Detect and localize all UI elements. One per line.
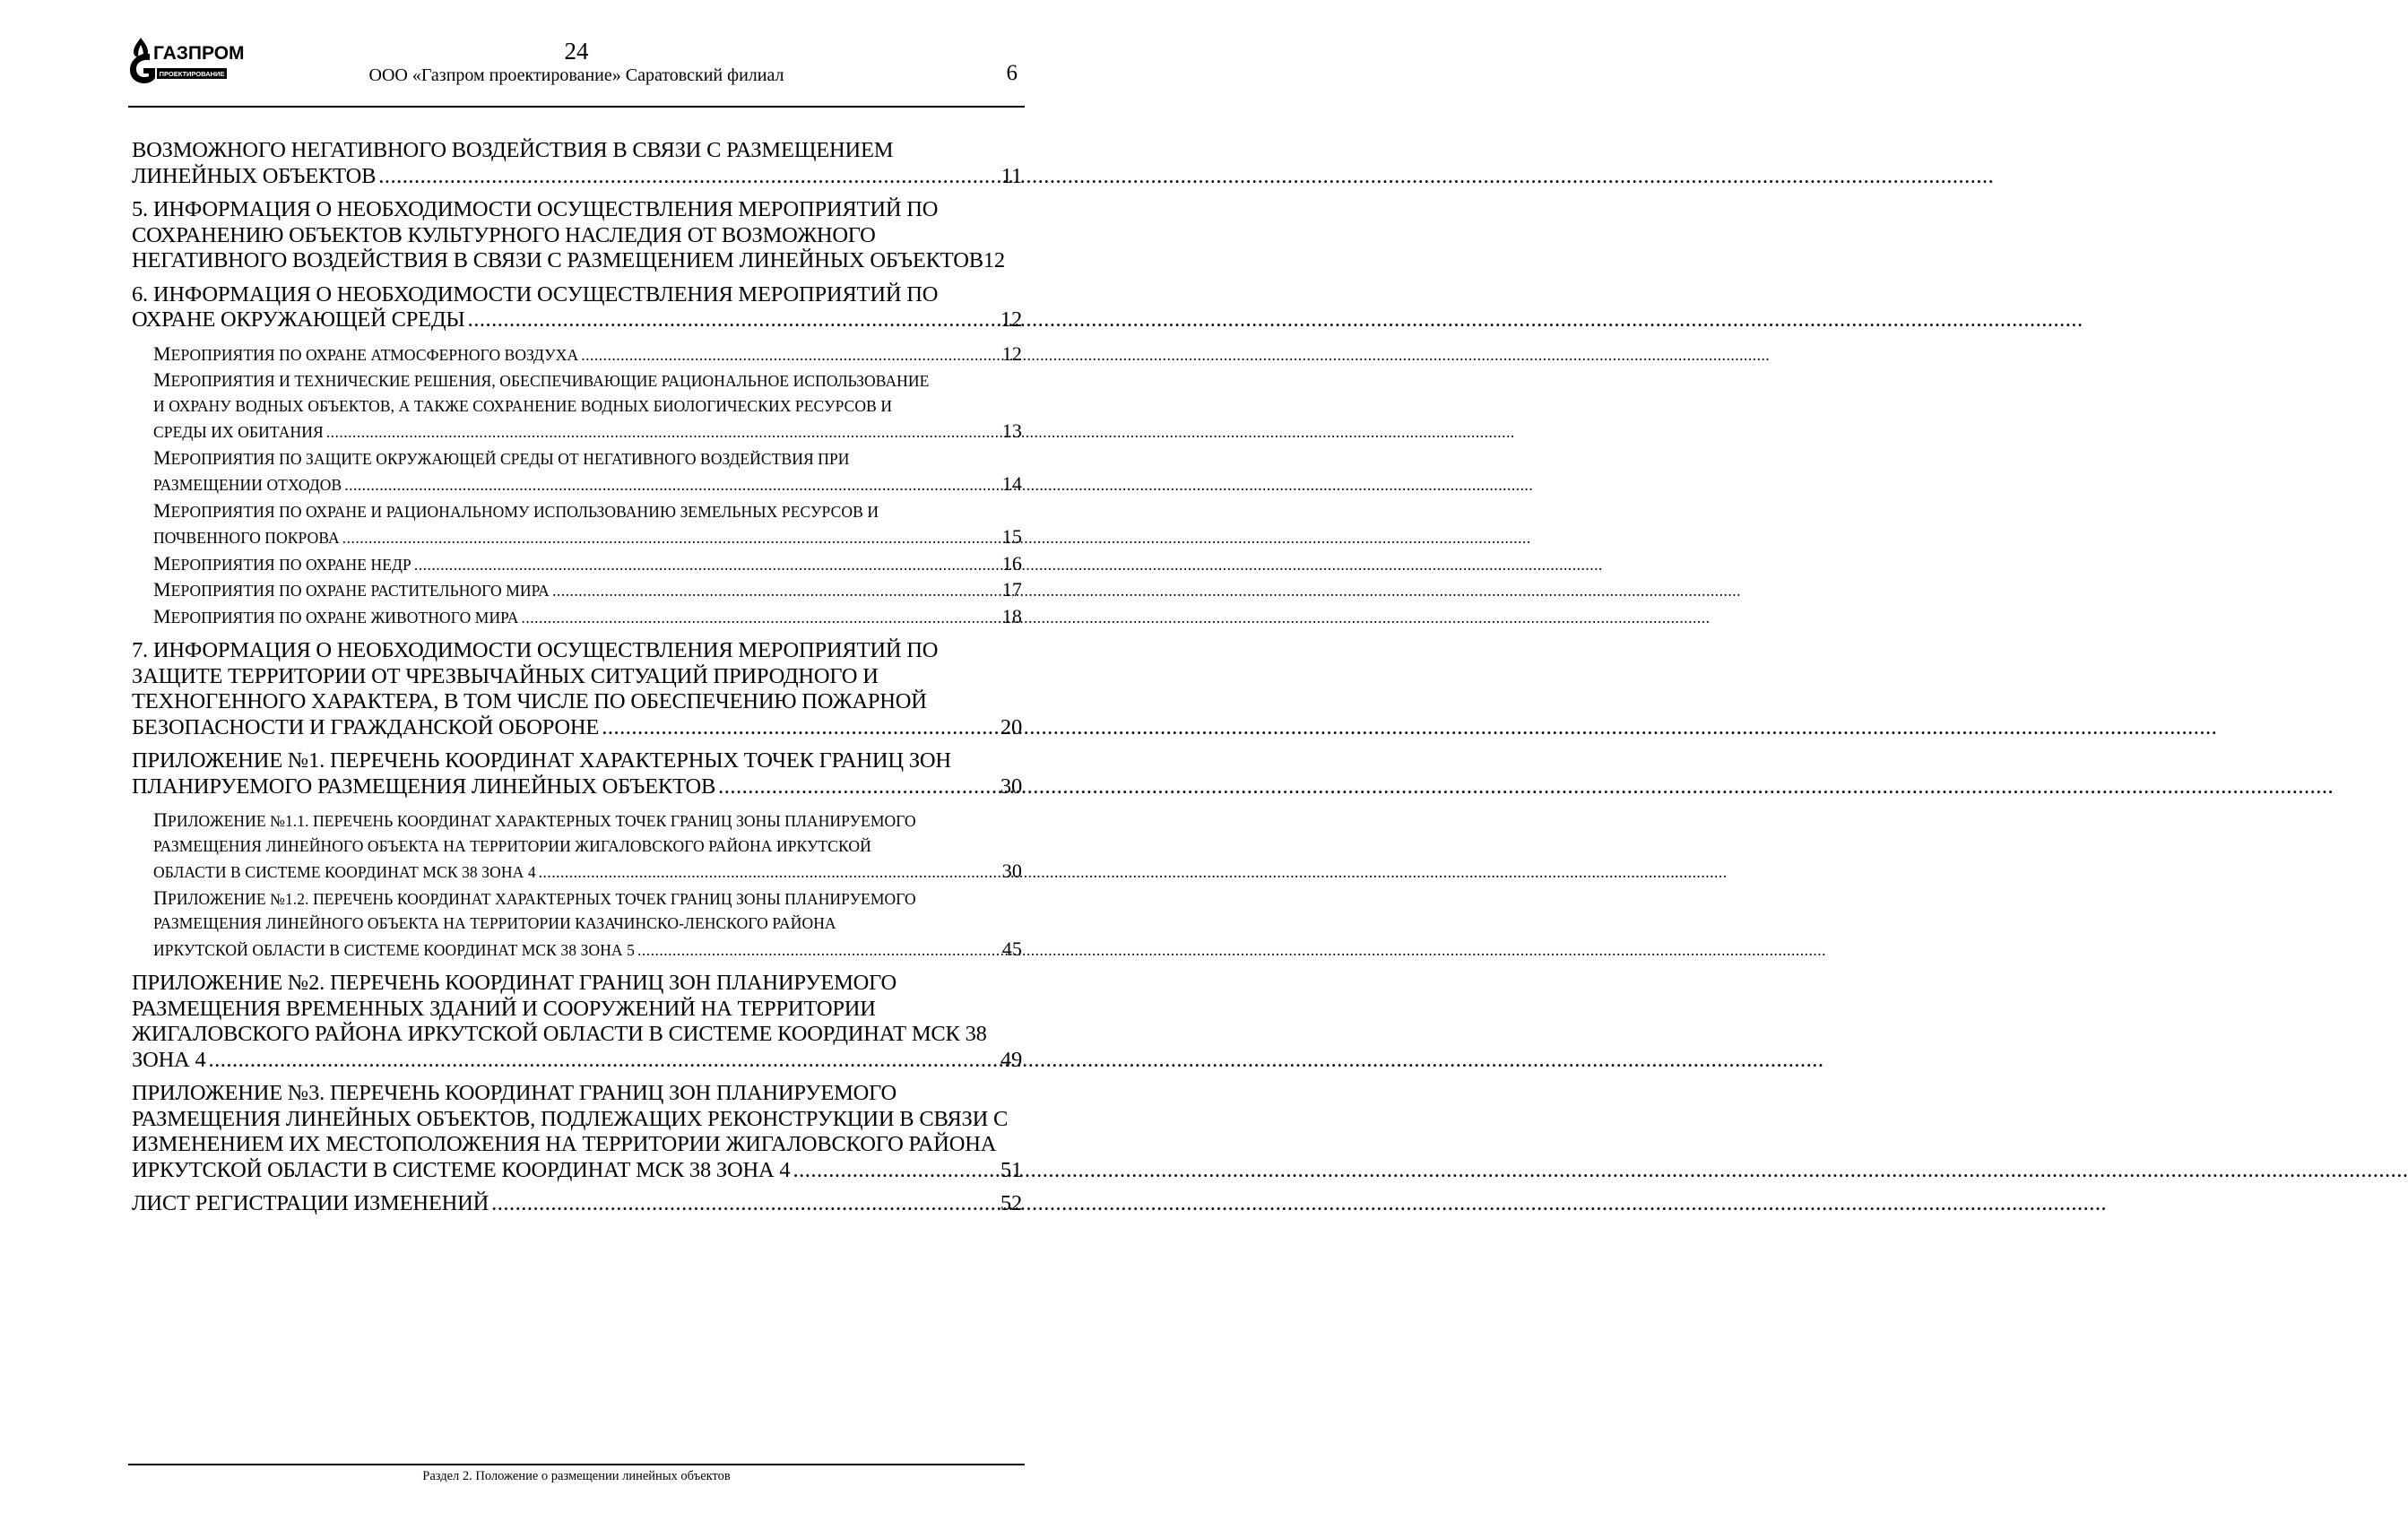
toc-line xyxy=(153,577,1022,604)
toc-page-number: 52 xyxy=(1000,1191,1022,1215)
toc-line xyxy=(153,604,1022,631)
toc-line xyxy=(132,1081,1022,1107)
toc-line xyxy=(132,282,1022,308)
table-of-contents xyxy=(132,138,1022,1225)
footer-rule xyxy=(128,1464,1025,1465)
toc-entry-text: МЕРОПРИЯТИЯ ПО ОХРАНЕ РАСТИТЕЛЬНОГО МИРА xyxy=(153,578,550,601)
dot-leader xyxy=(414,553,1000,578)
logo-subtext: ПРОЕКТИРОВАНИЕ xyxy=(159,70,225,78)
toc-line xyxy=(153,498,1022,525)
toc-line xyxy=(153,886,1022,912)
toc-subentry[interactable] xyxy=(132,498,1022,551)
toc-entry-text: НЕГАТИВНОГО ВОЗДЕЙСТВИЯ В СВЯЗИ С РАЗМЕЩЕНИЕМ ЛИНЕЙНЫХ ОБЪЕКТОВ xyxy=(132,248,983,272)
logo-wordmark: ГАЗПРОМ xyxy=(153,43,245,64)
toc-line xyxy=(132,774,1022,800)
toc-page-number: 17 xyxy=(1001,578,1022,601)
toc-line xyxy=(132,638,1022,664)
toc-entry[interactable] xyxy=(132,197,1022,274)
toc-line xyxy=(153,394,1022,419)
footer-section-title: Раздел 2. Положение о размещении линейных объектов xyxy=(422,1469,731,1483)
toc-entry-text: МЕРОПРИЯТИЯ ПО ЗАЩИТЕ ОКРУЖАЮЩЕЙ СРЕДЫ ОТ НЕГАТИВНОГО ВОЗДЕЙСТВИЯ ПРИ xyxy=(153,445,850,469)
dot-leader xyxy=(637,938,1000,964)
toc-entry-text: ЛИСТ РЕГИСТРАЦИИ ИЗМЕНЕНИЙ xyxy=(132,1191,489,1215)
toc-entry-text: ПРИЛОЖЕНИЕ №1. ПЕРЕЧЕНЬ КООРДИНАТ ХАРАКТЕРНЫХ ТОЧЕК ГРАНИЦ ЗОН xyxy=(132,748,951,773)
toc-entry-text: 6. ИНФОРМАЦИЯ О НЕОБХОДИМОСТИ ОСУЩЕСТВЛЕНИЯ МЕРОПРИЯТИЙ ПО xyxy=(132,281,939,307)
toc-entry-text: ПРИЛОЖЕНИЕ №2. ПЕРЕЧЕНЬ КООРДИНАТ ГРАНИЦ ЗОН ПЛАНИРУЕМОГО xyxy=(132,971,897,995)
toc-entry-text: РАЗМЕЩЕНИЯ ЛИНЕЙНОГО ОБЪЕКТА НА ТЕРРИТОРИИ ЖИГАЛОВСКОГО РАЙОНА ИРКУТСКОЙ xyxy=(153,836,871,855)
toc-entry[interactable] xyxy=(132,748,1022,799)
toc-entry-text: ЖИГАЛОВСКОГО РАЙОНА ИРКУТСКОЙ ОБЛАСТИ В СИСТЕМЕ КООРДИНАТ МСК 38 xyxy=(132,1022,987,1046)
toc-entry[interactable] xyxy=(132,1081,1022,1183)
toc-line xyxy=(153,367,1022,394)
toc-entry[interactable] xyxy=(132,138,1022,189)
toc-entry-text: РАЗМЕЩЕНИЯ ЛИНЕЙНОГО ОБЪЕКТА НА ТЕРРИТОРИИ КАЗАЧИНСКО-ЛЕНСКОГО РАЙОНА xyxy=(153,914,836,932)
toc-page-number: 12 xyxy=(983,248,1005,272)
toc-page-number: 16 xyxy=(1001,551,1022,575)
organization-name: ООО «Газпром проектирование» Саратовский филиал xyxy=(368,65,784,85)
toc-page-number: 18 xyxy=(1001,604,1022,627)
toc-line xyxy=(153,524,1022,551)
toc-entry-text: ТЕХНОГЕННОГО ХАРАКТЕРА, В ТОМ ЧИСЛЕ ПО ОБЕСПЕЧЕНИЮ ПОЖАРНОЙ xyxy=(132,689,927,713)
header-rule xyxy=(128,106,1025,108)
toc-entry-text: 5. ИНФОРМАЦИЯ О НЕОБХОДИМОСТИ ОСУЩЕСТВЛЕНИЯ МЕРОПРИЯТИЙ ПО xyxy=(132,197,939,221)
toc-entry-text: ПРИЛОЖЕНИЕ №1.2. ПЕРЕЧЕНЬ КООРДИНАТ ХАРАКТЕРНЫХ ТОЧЕК ГРАНИЦ ЗОНЫ ПЛАНИРУЕМОГО xyxy=(153,886,916,909)
toc-line xyxy=(132,689,1022,715)
toc-line xyxy=(153,419,1022,445)
toc-line xyxy=(132,715,1022,741)
toc-page-number: 11 xyxy=(1000,163,1022,188)
dot-leader xyxy=(491,1191,998,1217)
dot-leader xyxy=(209,1048,998,1074)
toc-line xyxy=(132,664,1022,690)
toc-line xyxy=(153,551,1022,578)
toc-line xyxy=(132,1158,1022,1184)
toc-entry-text: ОБЛАСТИ В СИСТЕМЕ КООРДИНАТ МСК 38 ЗОНА 4 xyxy=(153,863,536,881)
toc-page-number: 13 xyxy=(1001,419,1022,442)
toc-page-number: 15 xyxy=(1001,525,1022,548)
toc-line xyxy=(132,1048,1022,1074)
document-page xyxy=(0,0,1076,1521)
dot-leader xyxy=(344,473,1000,498)
toc-subentry[interactable] xyxy=(132,808,1022,886)
toc-line xyxy=(132,1132,1022,1158)
toc-entry-text: ПРИЛОЖЕНИЕ №1.1. ПЕРЕЧЕНЬ КООРДИНАТ ХАРАКТЕРНЫХ ТОЧЕК ГРАНИЦ ЗОНЫ ПЛАНИРУЕМОГО xyxy=(153,808,916,831)
toc-entry-text: ВОЗМОЖНОГО НЕГАТИВНОГО ВОЗДЕЙСТВИЯ В СВЯЗИ С РАЗМЕЩЕНИЕМ xyxy=(132,138,894,162)
toc-entry-text: МЕРОПРИЯТИЯ ПО ОХРАНЕ АТМОСФЕРНОГО ВОЗДУХА xyxy=(153,341,579,365)
toc-entry[interactable] xyxy=(132,1191,1022,1217)
toc-subentry[interactable] xyxy=(132,341,1022,368)
toc-entry-text: РАЗМЕЩЕНИЯ ЛИНЕЙНЫХ ОБЪЕКТОВ, ПОДЛЕЖАЩИХ РЕКОНСТРУКЦИИ В СВЯЗИ С xyxy=(132,1106,1009,1131)
dot-leader xyxy=(581,343,1000,368)
toc-entry-text: РАЗМЕЩЕНИИ ОТХОДОВ xyxy=(153,476,342,494)
toc-entry-text: МЕРОПРИЯТИЯ ПО ОХРАНЕ И РАЦИОНАЛЬНОМУ ИСПОЛЬЗОВАНИЮ ЗЕМЕЛЬНЫХ РЕСУРСОВ И xyxy=(153,498,879,522)
toc-entry-text: ЗАЩИТЕ ТЕРРИТОРИИ ОТ ЧРЕЗВЫЧАЙНЫХ СИТУАЦИЙ ПРИРОДНОГО И xyxy=(132,663,879,688)
toc-entry[interactable] xyxy=(132,638,1022,740)
toc-subentry[interactable] xyxy=(132,551,1022,578)
toc-entry-text: СОХРАНЕНИЮ ОБЪЕКТОВ КУЛЬТУРНОГО НАСЛЕДИЯ ОТ ВОЗМОЖНОГО xyxy=(132,222,876,247)
toc-line xyxy=(132,1022,1022,1048)
toc-page-number: 14 xyxy=(1001,472,1022,495)
dot-leader xyxy=(552,579,1000,604)
toc-page-number: 30 xyxy=(1001,860,1022,882)
toc-line xyxy=(132,1191,1022,1217)
toc-entry-text: ИРКУТСКОЙ ОБЛАСТИ В СИСТЕМЕ КООРДИНАТ МСК 38 ЗОНА 5 xyxy=(153,940,635,959)
dot-leader xyxy=(718,774,998,800)
toc-subentry[interactable] xyxy=(132,445,1022,498)
toc-page-number: 20 xyxy=(1000,714,1022,739)
toc-entry-text: ПОЧВЕННОГО ПОКРОВА xyxy=(153,529,340,547)
toc-entry-text: ПРИЛОЖЕНИЕ №3. ПЕРЕЧЕНЬ КООРДИНАТ ГРАНИЦ ЗОН ПЛАНИРУЕМОГО xyxy=(132,1081,897,1105)
toc-page-number: 45 xyxy=(1001,937,1022,960)
toc-entry-text: ЗОНА 4 xyxy=(132,1047,206,1072)
toc-entry-text: И ОХРАНУ ВОДНЫХ ОБЪЕКТОВ, А ТАКЖЕ СОХРАНЕНИЕ ВОДНЫХ БИОЛОГИЧЕСКИХ РЕСУРСОВ И xyxy=(153,396,893,415)
toc-subentry[interactable] xyxy=(132,367,1022,445)
toc-entry-text: РАЗМЕЩЕНИЯ ВРЕМЕННЫХ ЗДАНИЙ И СООРУЖЕНИЙ НА ТЕРРИТОРИИ xyxy=(132,996,876,1021)
toc-line xyxy=(153,341,1022,368)
toc-subentry[interactable] xyxy=(132,604,1022,631)
dot-leader xyxy=(468,307,998,333)
toc-line xyxy=(132,1107,1022,1133)
toc-line xyxy=(153,912,1022,937)
toc-entry-text: МЕРОПРИЯТИЯ ПО ОХРАНЕ ЖИВОТНОГО МИРА xyxy=(153,604,519,627)
toc-entry[interactable] xyxy=(132,282,1022,333)
toc-entry-text: ПЛАНИРУЕМОГО РАЗМЕЩЕНИЯ ЛИНЕЙНЫХ ОБЪЕКТОВ xyxy=(132,773,716,799)
toc-line xyxy=(153,937,1022,964)
toc-entry-text: МЕРОПРИЯТИЯ И ТЕХНИЧЕСКИЕ РЕШЕНИЯ, ОБЕСПЕЧИВАЮЩИЕ РАЦИОНАЛЬНОЕ ИСПОЛЬЗОВАНИЕ xyxy=(153,368,930,391)
toc-page-number: 12 xyxy=(1001,341,1022,365)
dot-leader xyxy=(602,715,998,741)
toc-page-number: 30 xyxy=(1000,773,1022,799)
toc-page-number: 49 xyxy=(1000,1047,1022,1072)
toc-line xyxy=(153,445,1022,472)
dot-leader xyxy=(539,860,1000,886)
dot-leader xyxy=(326,420,1000,445)
toc-line xyxy=(153,808,1022,834)
toc-line xyxy=(132,223,1022,249)
toc-subentry[interactable] xyxy=(132,577,1022,604)
toc-entry[interactable] xyxy=(132,971,1022,1073)
toc-entry-text: БЕЗОПАСНОСТИ И ГРАЖДАНСКОЙ ОБОРОНЕ xyxy=(132,714,600,739)
dot-leader xyxy=(342,526,1000,551)
page-header xyxy=(128,32,1025,108)
dot-leader xyxy=(793,1158,997,1184)
page-number: 24 xyxy=(564,38,589,65)
toc-page-number: 51 xyxy=(1000,1157,1022,1182)
toc-line xyxy=(132,248,1022,274)
toc-entry-text: ЛИНЕЙНЫХ ОБЪЕКТОВ xyxy=(132,163,377,188)
toc-line xyxy=(153,859,1022,886)
toc-line xyxy=(132,307,1022,333)
toc-line xyxy=(132,971,1022,997)
sheet-number: 6 xyxy=(1006,61,1018,85)
toc-entry-text: 7. ИНФОРМАЦИЯ О НЕОБХОДИМОСТИ ОСУЩЕСТВЛЕНИЯ МЕРОПРИЯТИЙ ПО xyxy=(132,638,939,662)
toc-subentry[interactable] xyxy=(132,886,1022,964)
toc-page-number: 12 xyxy=(1000,307,1022,332)
toc-line xyxy=(153,471,1022,498)
toc-line xyxy=(132,164,1022,190)
toc-line xyxy=(132,748,1022,774)
toc-line xyxy=(153,834,1022,860)
toc-entry-text: ОХРАНЕ ОКРУЖАЮЩЕЙ СРЕДЫ xyxy=(132,307,465,332)
toc-entry-text: ИРКУТСКОЙ ОБЛАСТИ В СИСТЕМЕ КООРДИНАТ МСК 38 ЗОНА 4 xyxy=(132,1157,791,1182)
dot-leader xyxy=(522,606,1000,631)
toc-entry-text: СРЕДЫ ИХ ОБИТАНИЯ xyxy=(153,423,324,441)
toc-line xyxy=(132,197,1022,223)
toc-entry-text: МЕРОПРИЯТИЯ ПО ОХРАНЕ НЕДР xyxy=(153,551,411,575)
toc-line xyxy=(132,997,1022,1023)
dot-leader xyxy=(378,164,999,190)
toc-line xyxy=(132,138,1022,164)
toc-entry-text: ИЗМЕНЕНИЕМ ИХ МЕСТОПОЛОЖЕНИЯ НА ТЕРРИТОРИИ ЖИГАЛОВСКОГО РАЙОНА xyxy=(132,1132,997,1156)
